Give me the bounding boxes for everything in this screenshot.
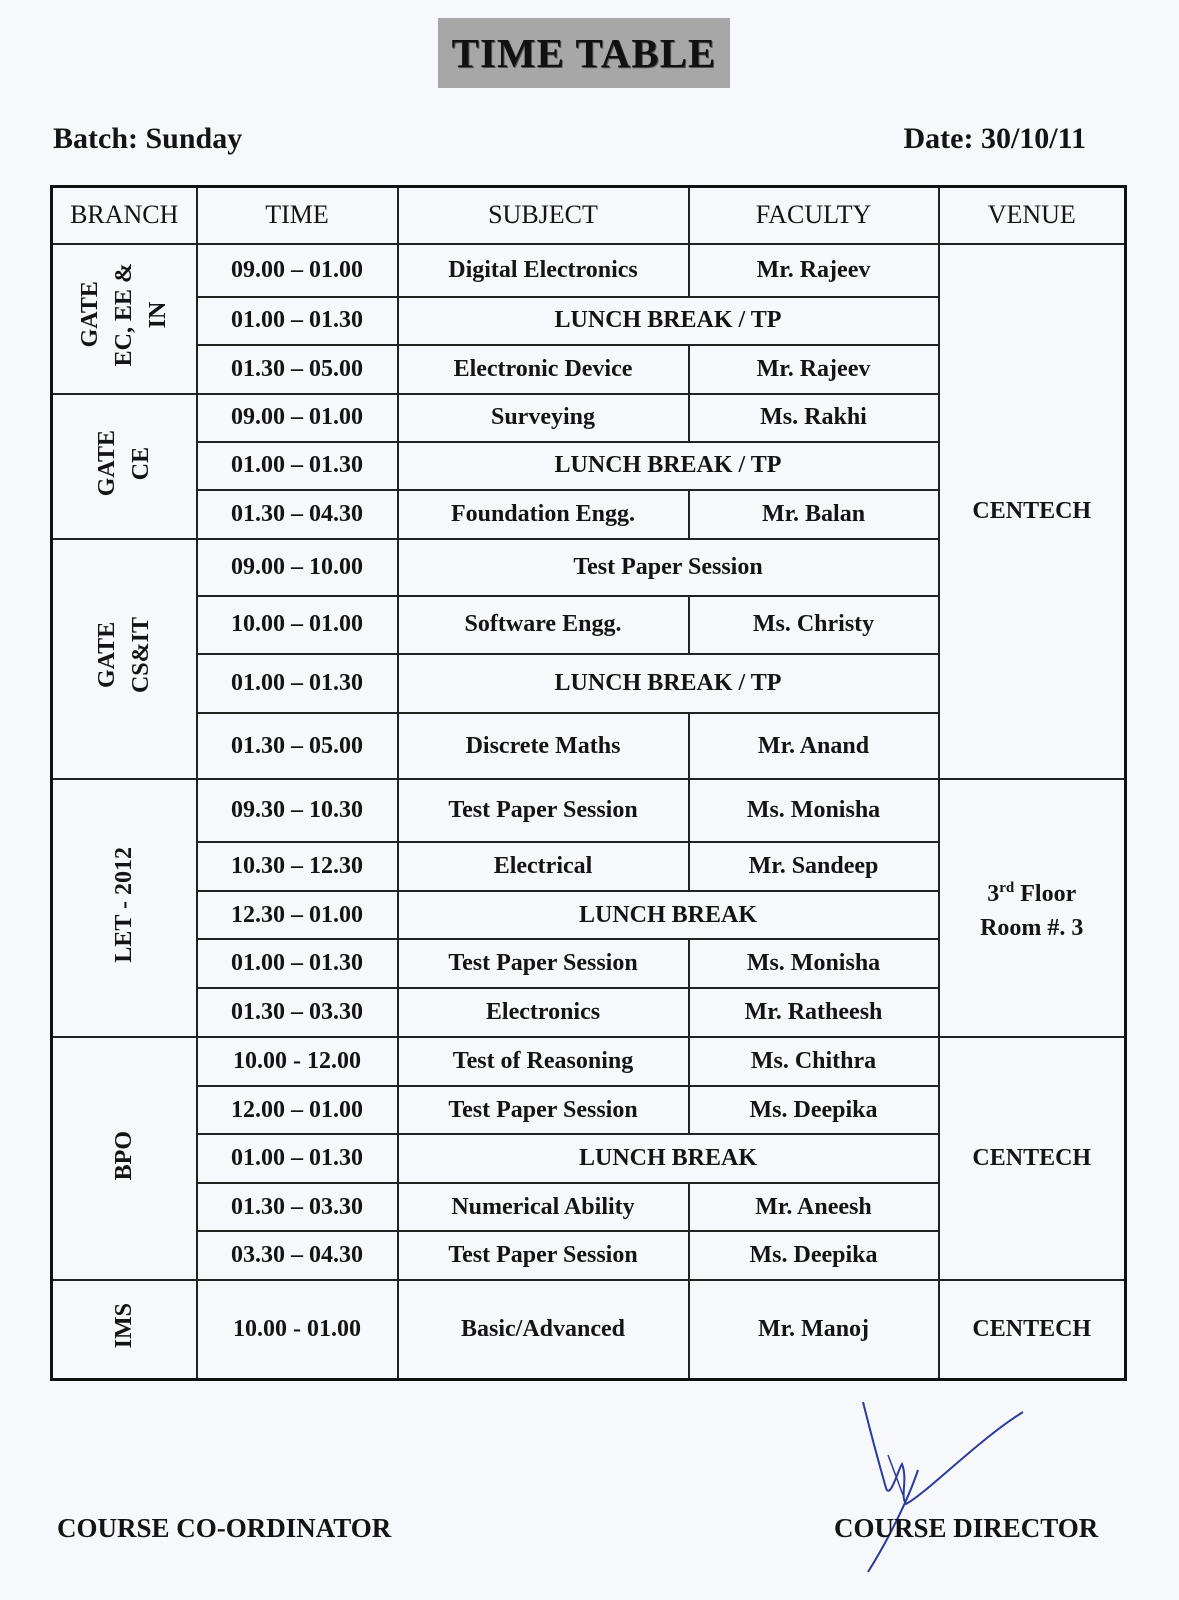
subject-cell: Digital Electronics [398,244,689,297]
branch-label: GATE EC, EE & IN [77,263,172,367]
faculty-cell: Mr. Sandeep [689,842,939,891]
branch-cell [52,779,197,1037]
subject-cell: Foundation Engg. [398,490,689,539]
faculty-cell: Mr. Rajeev [689,345,939,394]
faculty-cell: Mr. Anand [689,713,939,778]
time-cell: 10.30 – 12.30 [197,842,398,891]
branch-cell [52,1280,197,1379]
subject-cell: Test Paper Session [398,1086,689,1134]
time-cell: 01.00 – 01.30 [197,1134,398,1183]
faculty-cell: Mr. Rajeev [689,244,939,297]
table-row [52,1280,1126,1379]
time-cell: 03.30 – 04.30 [197,1231,398,1280]
venue-room-label: Room #. 3 [980,914,1084,941]
subject-cell: Software Engg. [398,596,689,654]
faculty-cell: Mr. Manoj [689,1280,939,1379]
time-cell: 09.30 – 10.30 [197,779,398,842]
venue-floor-label: Floor [1014,880,1077,907]
branch-label: IMS [111,1303,138,1349]
faculty-cell: Ms. Christy [689,596,939,654]
signature-mark [858,1400,1048,1580]
timetable [50,185,1127,1381]
subject-cell: Electronic Device [398,345,689,394]
merged-cell: Test Paper Session [398,539,939,596]
subject-cell: Electronics [398,988,689,1037]
table-row [52,244,1126,297]
faculty-cell: Ms. Chithra [689,1037,939,1086]
subject-cell: Test Paper Session [398,1231,689,1280]
header-venue: VENUE [939,187,1126,244]
venue-cell: CENTECH [939,1037,1126,1280]
page-title: TIME TABLE [451,30,717,76]
faculty-cell: Mr. Ratheesh [689,988,939,1037]
subject-cell: Surveying [398,394,689,442]
subject-cell: Numerical Ability [398,1183,689,1231]
faculty-cell: Ms. Deepika [689,1086,939,1134]
venue-cell: CENTECH [939,1280,1126,1379]
venue-cell [939,779,1126,1037]
merged-cell: LUNCH BREAK / TP [398,442,939,490]
subject-cell: Test Paper Session [398,939,689,988]
time-cell: 10.00 - 01.00 [197,1280,398,1379]
header-time: TIME [197,187,398,244]
subject-cell: Test Paper Session [398,779,689,842]
subject-cell: Basic/Advanced [398,1280,689,1379]
branch-cell [52,244,197,394]
time-cell: 01.30 – 05.00 [197,713,398,778]
venue-cell: CENTECH [939,244,1126,779]
time-cell: 01.30 – 04.30 [197,490,398,539]
time-cell: 01.30 – 03.30 [197,988,398,1037]
venue-floor-suffix: rd [999,879,1015,896]
faculty-cell: Mr. Balan [689,490,939,539]
branch-cell [52,539,197,779]
faculty-cell: Ms. Monisha [689,779,939,842]
time-cell: 01.00 – 01.30 [197,939,398,988]
header-branch: BRANCH [52,187,197,244]
merged-cell: LUNCH BREAK / TP [398,297,939,345]
faculty-cell: Mr. Aneesh [689,1183,939,1231]
faculty-cell: Ms. Rakhi [689,394,939,442]
time-cell: 09.00 – 01.00 [197,244,398,297]
title-banner [438,18,730,88]
time-cell: 01.00 – 01.30 [197,297,398,345]
time-cell: 01.30 – 05.00 [197,345,398,394]
coordinator-label: COURSE CO-ORDINATOR [57,1513,392,1543]
branch-label: BPO [111,1130,138,1180]
director-label: COURSE DIRECTOR [834,1513,1099,1543]
branch-cell [52,1037,197,1280]
time-cell: 10.00 - 12.00 [197,1037,398,1086]
header-row [52,187,1126,244]
time-cell: 10.00 – 01.00 [197,596,398,654]
time-cell: 09.00 – 10.00 [197,539,398,596]
time-cell: 01.30 – 03.30 [197,1183,398,1231]
subject-cell: Electrical [398,842,689,891]
time-cell: 01.00 – 01.30 [197,654,398,713]
time-cell: 12.30 – 01.00 [197,891,398,939]
branch-cell [52,394,197,539]
time-cell: 09.00 – 01.00 [197,394,398,442]
venue-floor-number: 3 [987,880,1000,907]
table-row [52,1037,1126,1086]
faculty-cell: Ms. Deepika [689,1231,939,1280]
subject-cell: Discrete Maths [398,713,689,778]
branch-label: GATE CE [94,429,155,496]
subject-cell: Test of Reasoning [398,1037,689,1086]
merged-cell: LUNCH BREAK / TP [398,654,939,713]
merged-cell: LUNCH BREAK [398,891,939,939]
branch-label: LET - 2012 [111,846,138,963]
table-row [52,779,1126,842]
header-subject: SUBJECT [398,187,689,244]
date-label: Date: 30/10/11 [903,122,1086,155]
time-cell: 01.00 – 01.30 [197,442,398,490]
batch-label: Batch: Sunday [53,122,243,155]
merged-cell: LUNCH BREAK [398,1134,939,1183]
faculty-cell: Ms. Monisha [689,939,939,988]
header-faculty: FACULTY [689,187,939,244]
time-cell: 12.00 – 01.00 [197,1086,398,1134]
branch-label: GATE CS&IT [94,617,155,694]
